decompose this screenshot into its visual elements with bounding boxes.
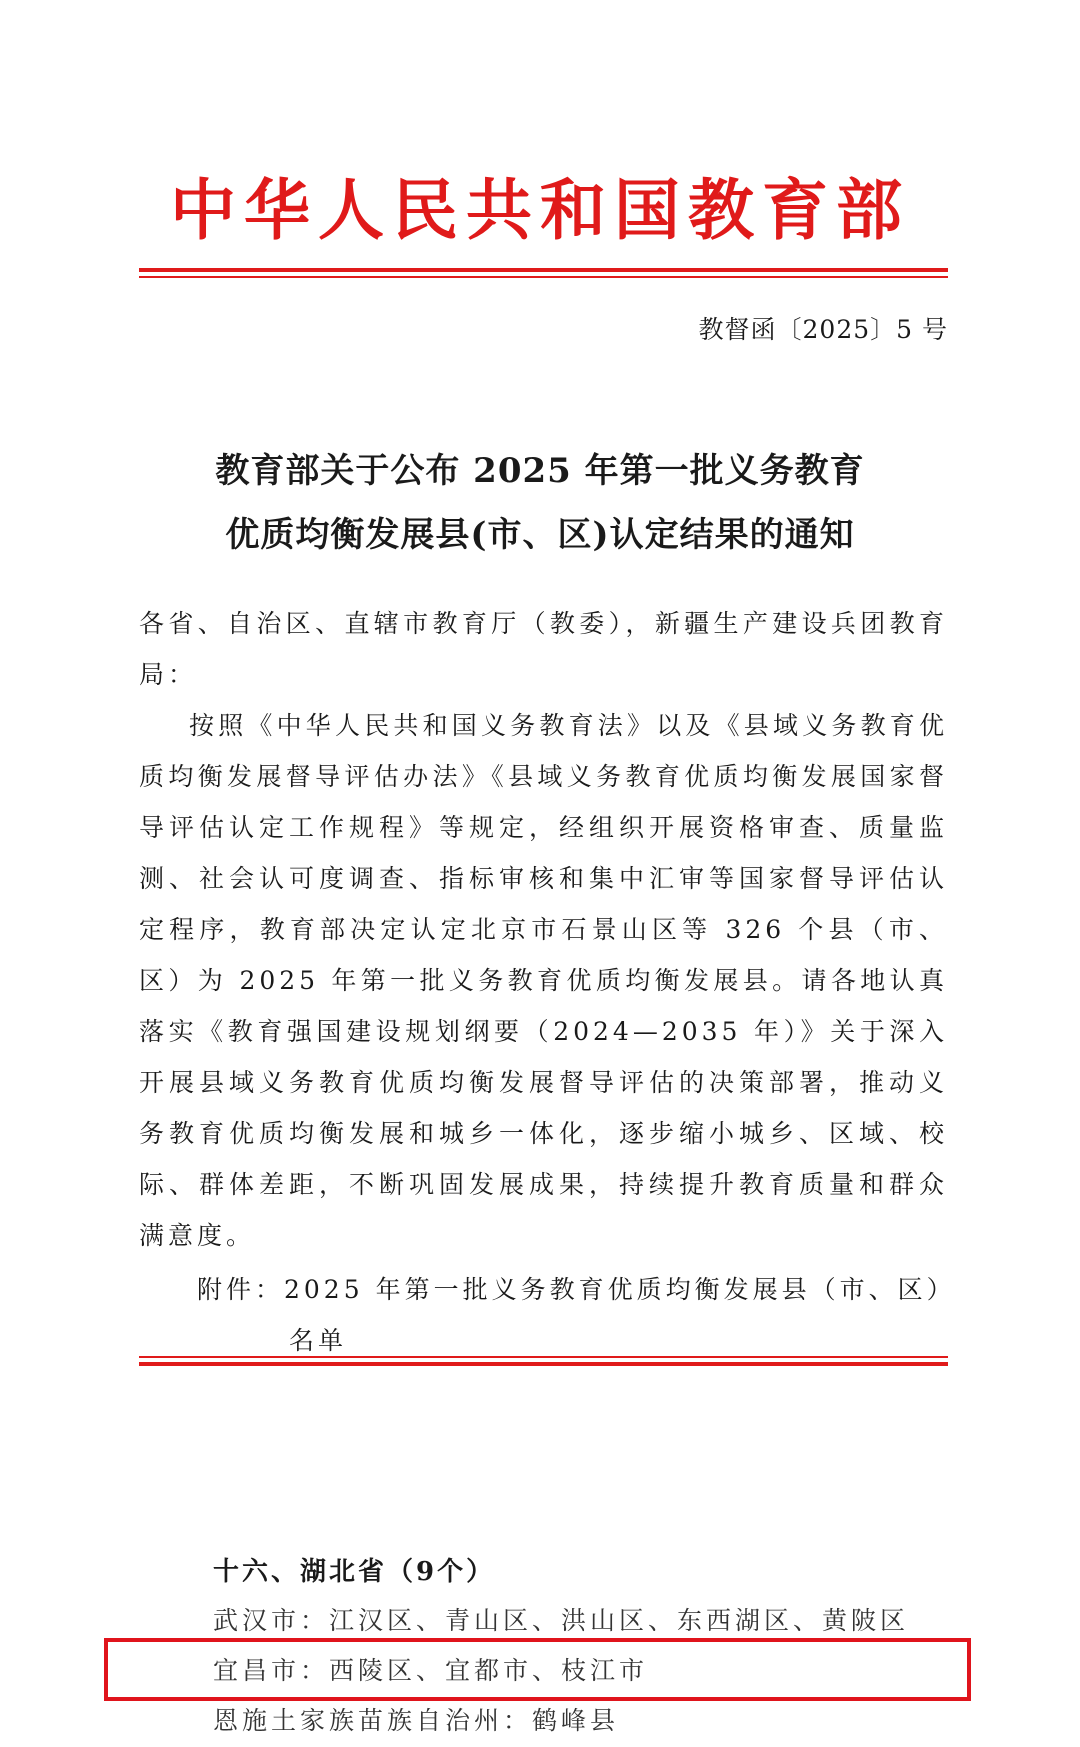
list-item-highlighted: 宜昌市：西陵区、宜都市、枝江市 (213, 1656, 649, 1685)
attachment-line-1: 附件：2025 年第一批义务教育优质均衡发展县（市、区） (197, 1275, 956, 1304)
main-paragraph: 按照《中华人民共和国义务教育法》以及《县域义务教育优质均衡发展督导评估办法》《县域义务教育优质均衡发展国家督导评估认定工作规程》等规定，经组织开展资格审查、质量监测、社会认可度调查、指标审核和集中汇审等国家督导评估认定程序，教育部决定认定北京市石景山区等 326 个县（市、区）为 2025 年第一批义务教育优质均衡发展县。请各地认真落实《教育强国建设规划纲要（2024—2035 年）》关于深入开展县域义务教育优质均衡发展督导评估的决策部署，推动义务教育优质均衡发展和城乡一体化，逐步缩小城乡、区域、校际、群体差距，不断巩固发展成果，持续提升教育质量和群众满意度。 (139, 711, 948, 1250)
masthead-rule-thick (139, 268, 948, 272)
notice-title-line-2: 优质均衡发展县(市、区)认定结果的通知 (225, 515, 855, 555)
attachment-line-2: 名单 (289, 1326, 348, 1355)
masthead-rule-thin (139, 276, 948, 278)
document-number: 教督函〔2025〕5 号 (698, 315, 948, 344)
footer-rule-thin (139, 1356, 948, 1358)
list-item: 恩施土家族苗族自治州：鹤峰县 (213, 1706, 620, 1735)
footer-rule-thick (139, 1362, 948, 1366)
notice-title-line-1: 教育部关于公布 2025 年第一批义务教育 (215, 451, 865, 491)
section-heading: 十六、湖北省（9个） (213, 1557, 496, 1587)
attachment-note (197, 1264, 956, 1366)
salutation: 各省、自治区、直辖市教育厅（教委），新疆生产建设兵团教育局： (139, 609, 948, 689)
masthead-title: 中华人民共和国教育部 (170, 171, 910, 249)
highlight-box (104, 1638, 971, 1701)
list-item: 武汉市：江汉区、青山区、洪山区、东西湖区、黄陂区 (213, 1606, 910, 1635)
